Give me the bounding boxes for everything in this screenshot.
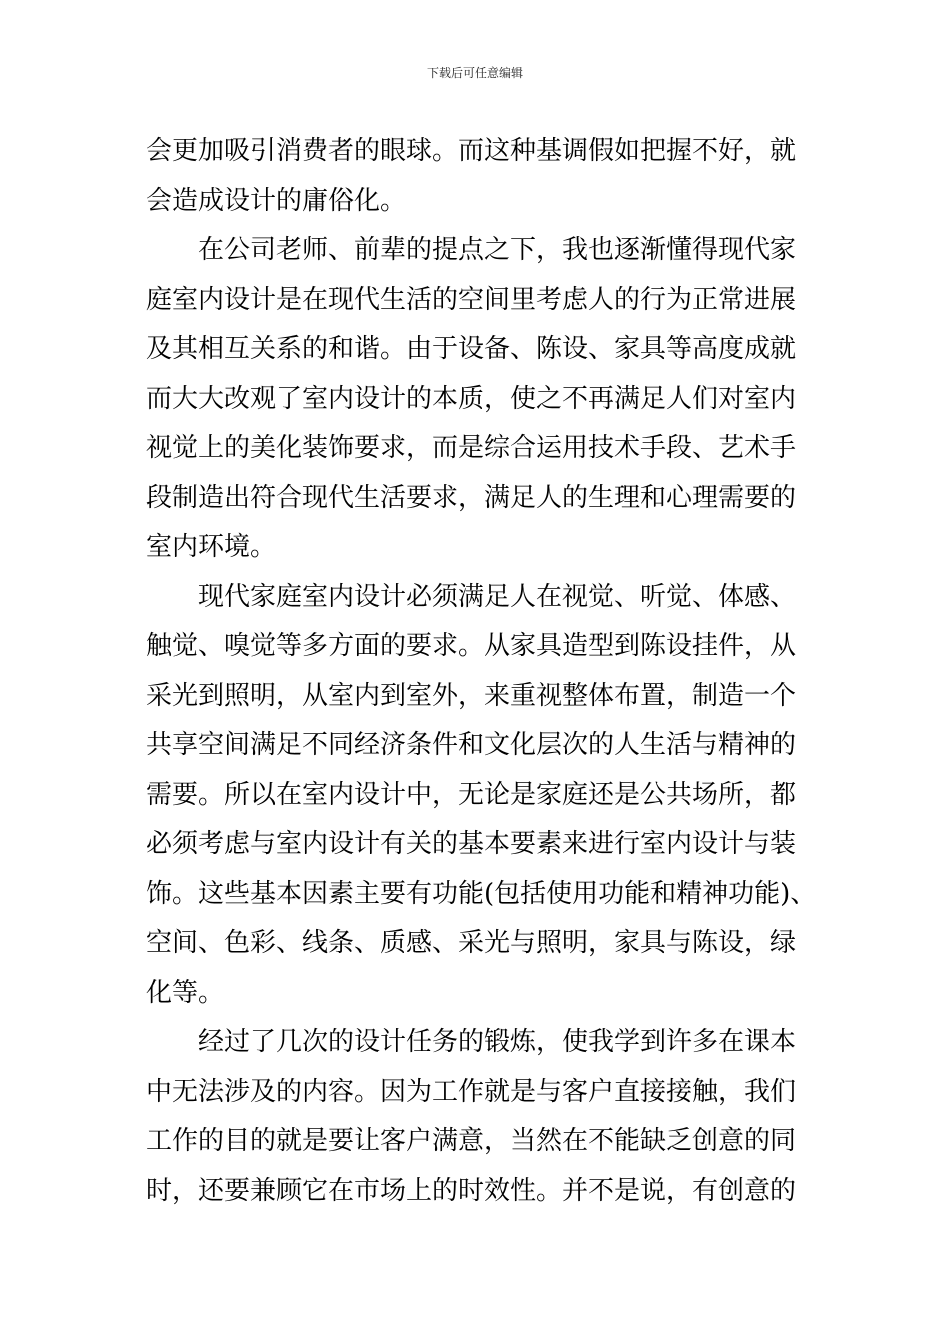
text-line: 视觉上的美化装饰要求，而是综合运用技术手段、艺术手 xyxy=(146,433,797,463)
text-line: 会造成设计的庸俗化。 xyxy=(146,185,407,216)
document-body xyxy=(146,127,817,1216)
text-line: 段制造出符合现代生活要求，满足人的生理和心理需要的 xyxy=(146,482,797,513)
text-line: 庭室内设计是在现代生活的空间里考虑人的行为正常进展 xyxy=(146,284,797,315)
text-line: 经过了几次的设计任务的锻炼，使我学到许多在课本 xyxy=(198,1027,797,1057)
text-line: 饰。这些基本因素主要有功能(包括使用功能和精神功能)、 xyxy=(146,878,817,909)
text-line: 空间、色彩、线条、质感、采光与照明，家具与陈设，绿 xyxy=(146,928,797,958)
text-line: 在公司老师、前辈的提点之下，我也逐渐懂得现代家 xyxy=(198,235,797,265)
text-line: 及其相互关系的和谐。由于设备、陈设、家具等高度成就 xyxy=(146,334,797,364)
text-line: 而大大改观了室内设计的本质，使之不再满足人们对室内 xyxy=(146,383,797,414)
text-line: 中无法涉及的内容。因为工作就是与客户直接接触，我们 xyxy=(146,1076,797,1107)
text-line: 采光到照明，从室内到室外，来重视整体布置，制造一个 xyxy=(146,680,797,711)
text-line: 现代家庭室内设计必须满足人在视觉、听觉、体感、 xyxy=(198,581,797,612)
text-line: 室内环境。 xyxy=(146,532,277,562)
text-line: 共享空间满足不同经济条件和文化层次的人生活与精神的 xyxy=(146,730,797,760)
text-line: 必须考虑与室内设计有关的基本要素来进行室内设计与装 xyxy=(146,829,797,859)
text-line: 时，还要兼顾它在市场上的时效性。并不是说，有创意的 xyxy=(146,1175,797,1206)
text-line: 触觉、嗅觉等多方面的要求。从家具造型到陈设挂件，从 xyxy=(146,631,797,661)
text-line: 会更加吸引消费者的眼球。而这种基调假如把握不好，就 xyxy=(146,136,797,166)
text-line: 化等。 xyxy=(146,977,225,1008)
text-line: 需要。所以在室内设计中，无论是家庭还是公共场所，都 xyxy=(146,779,797,810)
text-line: 工作的目的就是要让客户满意，当然在不能缺乏创意的同 xyxy=(146,1126,797,1156)
page-header: 下载后可任意编辑 xyxy=(426,66,523,80)
